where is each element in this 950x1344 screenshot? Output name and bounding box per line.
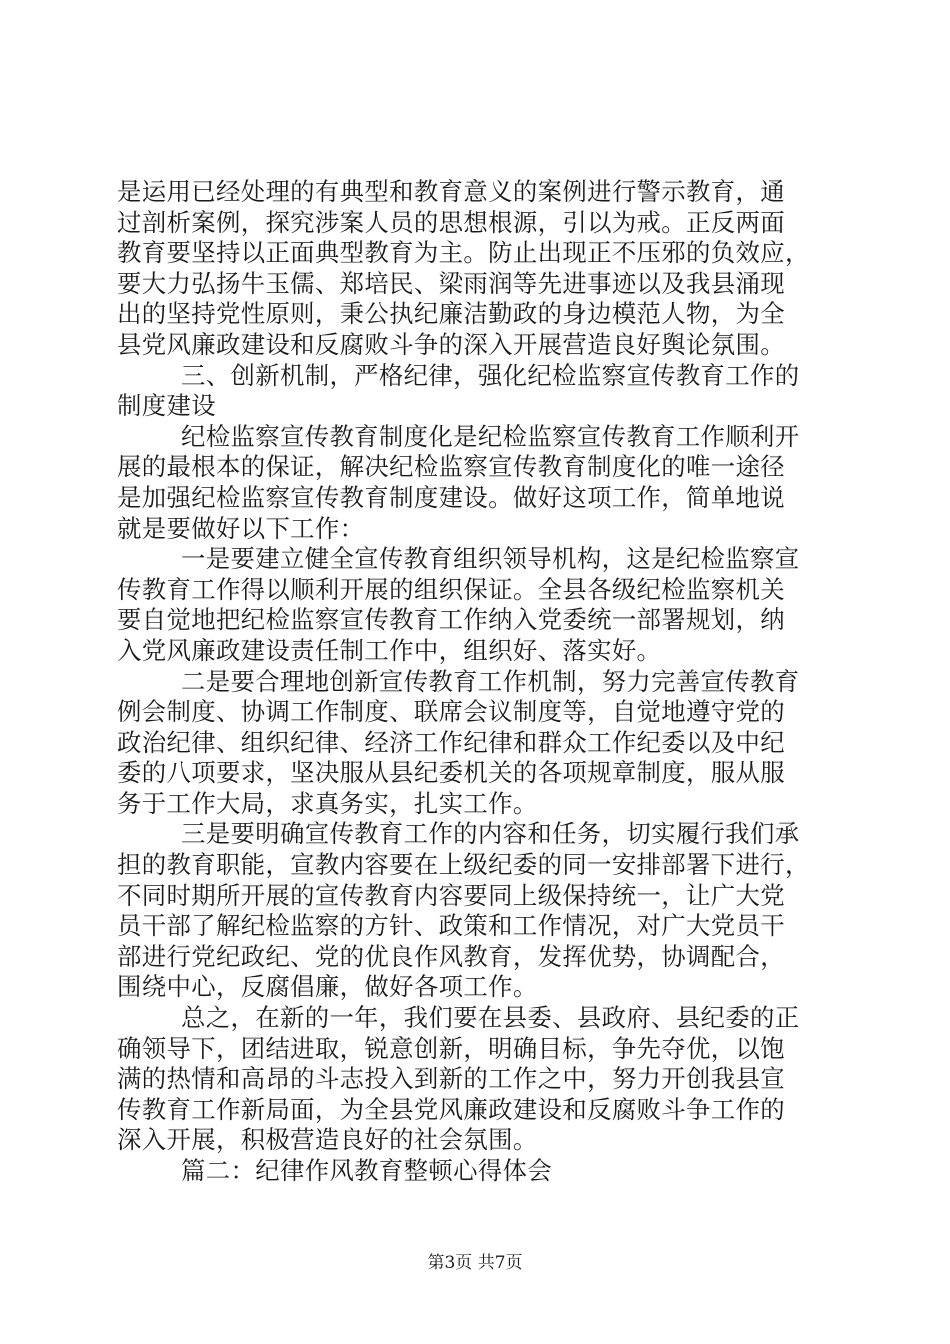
text-line: 入党风廉政建设责任制工作中，组织好、落实好。 (117, 635, 662, 665)
text-line: 不同时期所开展的宣传教育内容要同上级保持统一，让广大党 (117, 880, 785, 910)
text-line: 传教育工作得以顺利开展的组织保证。全县各级纪检监察机关 (117, 574, 785, 604)
text-line: 要大力弘扬牛玉儒、郑培民、梁雨润等先进事迹以及我县涌现 (117, 268, 785, 298)
text-line: 展的最根本的保证，解决纪检监察宣传教育制度化的唯一途径 (117, 452, 785, 482)
text-line: 政治纪律、组织纪律、经济工作纪律和群众工作纪委以及中纪 (117, 727, 785, 757)
text-line: 委的八项要求，坚决服从县纪委机关的各项规章制度，服从服 (117, 758, 785, 788)
text-line: 务于工作大局，求真务实，扎实工作。 (117, 788, 538, 818)
page-number-footer: 第3页 共7页 (427, 1253, 523, 1273)
text-line: 三是要明确宣传教育工作的内容和任务，切实履行我们承 (181, 819, 800, 849)
text-line: 部进行党纪政纪、党的优良作风教育，发挥优势，协调配合， (117, 941, 785, 971)
text-line: 就是要做好以下工作： (117, 513, 365, 543)
text-line: 过剖析案例，探究涉案人员的思想根源，引以为戒。正反两面 (117, 207, 785, 237)
text-line: 要自觉地把纪检监察宣传教育工作纳入党委统一部署规划，纳 (117, 605, 785, 635)
text-line: 教育要坚持以正面典型教育为主。防止出现正不压邪的负效应， (117, 238, 810, 268)
text-line: 县党风廉政建设和反腐败斗争的深入开展营造良好舆论氛围。 (117, 329, 785, 359)
text-line: 满的热情和高昂的斗志投入到新的工作之中，努力开创我县宣 (117, 1064, 785, 1094)
text-line: 是运用已经处理的有典型和教育意义的案例进行警示教育，通 (117, 177, 785, 206)
text-line: 围绕中心，反腐倡廉，做好各项工作。 (117, 972, 538, 1002)
text-line: 例会制度、协调工作制度、联席会议制度等，自觉地遵守党的 (117, 697, 785, 727)
text-line: 纪检监察宣传教育制度化是纪检监察宣传教育工作顺利开 (181, 421, 800, 451)
text-line: 深入开展，积极营造良好的社会氛围。 (117, 1125, 538, 1155)
text-line: 是加强纪检监察宣传教育制度建设。做好这项工作，简单地说 (117, 482, 785, 512)
text-line: 总之，在新的一年，我们要在县委、县政府、县纪委的正 (181, 1003, 800, 1033)
document-body (117, 177, 837, 1187)
text-line: 出的坚持党性原则，秉公执纪廉洁勤政的身边模范人物，为全 (117, 299, 785, 329)
text-line: 二是要合理地创新宣传教育工作机制，努力完善宣传教育 (181, 666, 800, 696)
text-line: 一是要建立健全宣传教育组织领导机构，这是纪检监察宣 (181, 544, 800, 574)
text-line: 三、创新机制，严格纪律，强化纪检监察宣传教育工作的 (181, 360, 800, 390)
text-line: 员干部了解纪检监察的方针、政策和工作情况，对广大党员干 (117, 911, 785, 941)
text-line: 确领导下，团结进取，锐意创新，明确目标，争先夺优，以饱 (117, 1033, 785, 1063)
text-line: 制度建设 (117, 391, 216, 421)
text-line: 传教育工作新局面，为全县党风廉政建设和反腐败斗争工作的 (117, 1094, 785, 1124)
text-line: 篇二：纪律作风教育整顿心得体会 (181, 1156, 553, 1185)
text-line: 担的教育职能，宣教内容要在上级纪委的同一安排部署下进行， (117, 850, 810, 880)
